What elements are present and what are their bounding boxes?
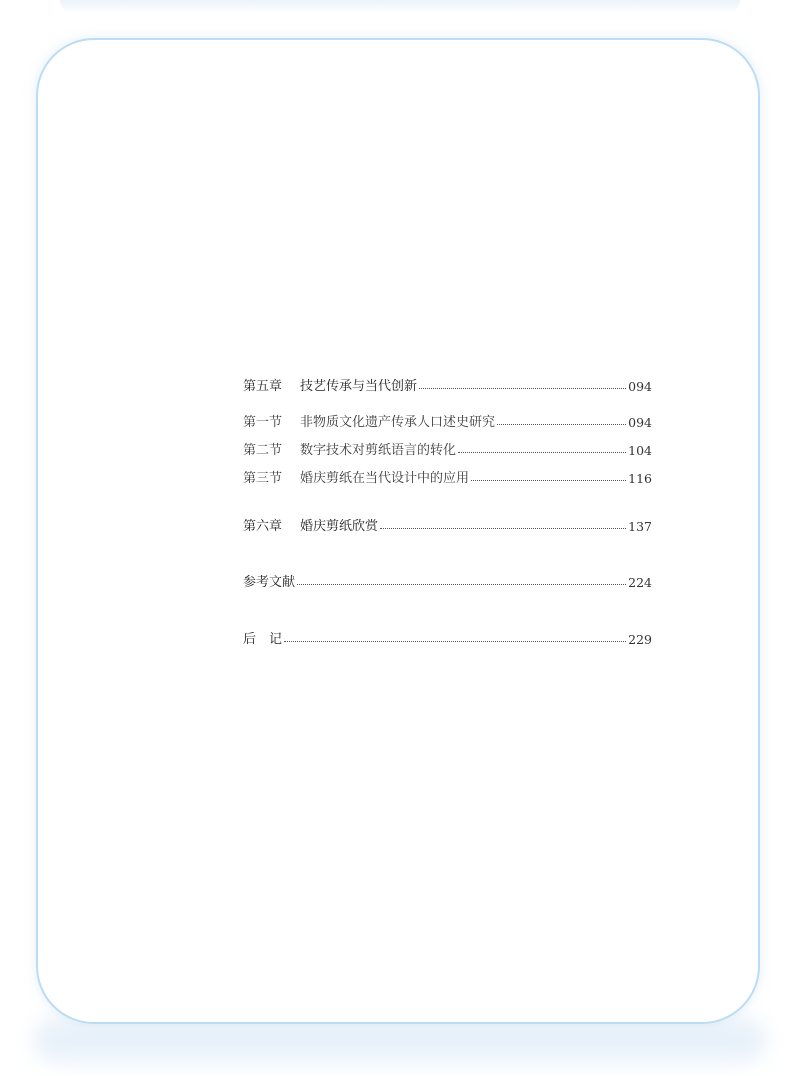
toc-entry-label: 第五章 (243, 379, 283, 394)
dot-leader (380, 528, 626, 529)
page-shadow (34, 1018, 766, 1062)
toc-entry-title: 技艺传承与当代创新 (300, 379, 418, 394)
dot-leader (297, 584, 626, 585)
dot-leader (471, 480, 626, 481)
toc-entry-page: 094 (628, 415, 652, 430)
toc-entry-label: 第一节 (243, 415, 283, 430)
toc-entry-references[interactable] (243, 568, 652, 590)
dot-leader (284, 641, 626, 642)
toc-entry-page: 116 (628, 471, 652, 486)
toc-entry-chapter-5[interactable] (243, 372, 652, 394)
toc-entry-label: 第三节 (243, 471, 283, 486)
top-shadow (60, 0, 740, 14)
toc-entry-label: 第二节 (243, 443, 283, 458)
toc-entry-page: 229 (628, 632, 652, 647)
toc-entry-page: 137 (628, 519, 652, 534)
toc-entry-title: 婚庆剪纸在当代设计中的应用 (300, 471, 470, 486)
toc-entry-page: 104 (628, 443, 652, 458)
toc-entry-title: 婚庆剪纸欣赏 (300, 519, 379, 534)
toc-entry-title: 参考文献 (243, 575, 296, 590)
toc-entry-section-2[interactable] (243, 436, 652, 458)
dot-leader (419, 388, 626, 389)
toc-entry-page: 224 (628, 575, 652, 590)
dot-leader (458, 452, 626, 453)
toc-entry-title: 后 记 (243, 632, 283, 647)
toc-entry-title: 非物质文化遗产传承人口述史研究 (300, 415, 496, 430)
toc-entry-chapter-6[interactable] (243, 512, 652, 534)
dot-leader (497, 424, 626, 425)
toc-entry-section-3[interactable] (243, 464, 652, 486)
toc-entry-page: 094 (628, 379, 652, 394)
toc-entry-title: 数字技术对剪纸语言的转化 (300, 443, 457, 458)
toc-entry-label: 第六章 (243, 519, 283, 534)
toc-entry-afterword[interactable] (243, 625, 652, 647)
toc-entry-section-1[interactable] (243, 408, 652, 430)
